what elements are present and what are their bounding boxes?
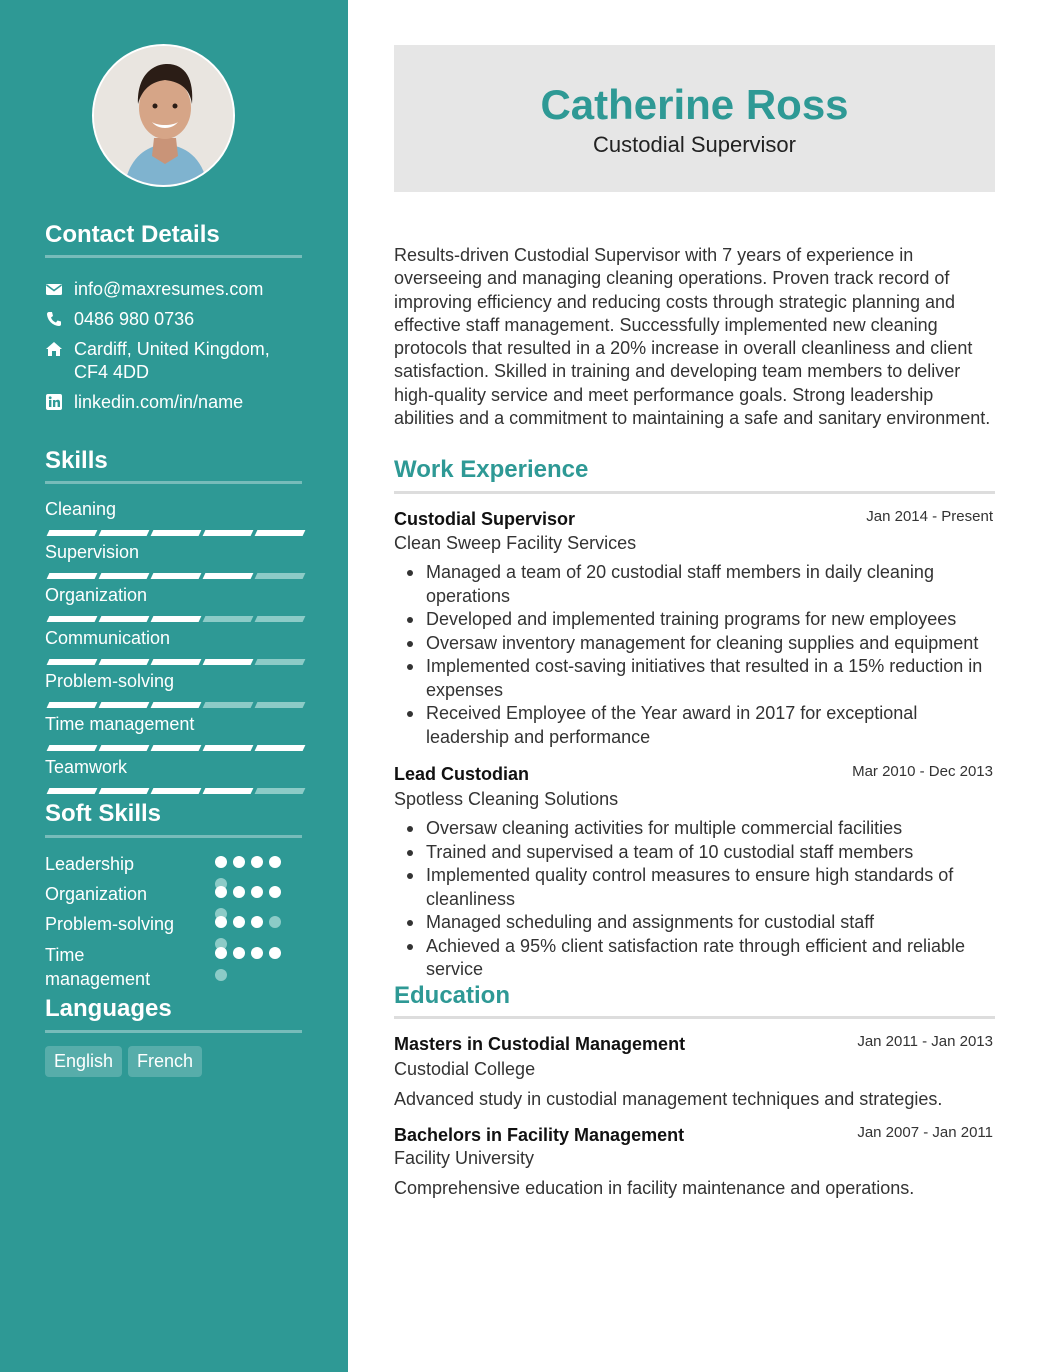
rating-dot-filled [269, 947, 281, 959]
address-line1: Cardiff, United Kingdom, [74, 339, 270, 359]
skill-segment-filled [99, 530, 150, 536]
skill-segment-empty [203, 616, 254, 622]
list-item: Received Employee of the Year award in 2017 for exceptional leadership and performance [394, 702, 994, 749]
linkedin-icon [45, 393, 63, 411]
degree-date: Jan 2011 - Jan 2013 [857, 1033, 993, 1050]
rating-dot-empty [215, 969, 227, 981]
rating-dot-filled [215, 886, 227, 898]
rating-dot-filled [215, 947, 227, 959]
name-header [394, 45, 995, 192]
skill-segment-empty [255, 573, 306, 579]
contact-linkedin[interactable] [45, 391, 243, 414]
skill-segment-filled [203, 788, 254, 794]
skill-level-bar [45, 788, 302, 794]
skill-segment-filled [99, 788, 150, 794]
summary-paragraph: Results-driven Custodial Supervisor with 7 years of experience in overseeing and managing cleaning operations. Proven track record of improving efficiency and reducing costs through strategic planning and effective staff management. Successfully implemented new cleaning protocols that resulted in a 20% increase in overall cleanliness and client satisfaction. Skilled in training and developing team members to deliver high-quality service and meet performance goals. Strong leadership abilities and a commitment to maintaining a safe and sanitary environment. [394, 245, 991, 429]
rating-dot-filled [233, 856, 245, 868]
contact-email[interactable] [45, 278, 263, 301]
skill-segment-filled [203, 573, 254, 579]
work-experience-heading: Work Experience [394, 456, 589, 483]
rating-dot-filled [251, 947, 263, 959]
list-item: Implemented quality control measures to ensure high standards of cleanliness [394, 864, 994, 911]
skill-segment-filled [203, 659, 254, 665]
skill-segment-filled [255, 530, 306, 536]
sidebar [0, 0, 348, 1372]
skill-segment-filled [151, 702, 202, 708]
language-chip-english: English [45, 1046, 122, 1077]
list-item: Oversaw cleaning activities for multiple commercial facilities [394, 817, 994, 841]
skill-label: Time management [45, 714, 195, 734]
skill-segment-filled [151, 659, 202, 665]
skill-segment-filled [203, 530, 254, 536]
job-date: Jan 2014 - Present [866, 508, 993, 525]
rating-dot-filled [215, 916, 227, 928]
skill-label: Organization [45, 585, 148, 605]
soft-skill-label: Leadership [45, 854, 135, 874]
skill-segment-filled [151, 530, 202, 536]
job-bullets [394, 561, 994, 749]
school-name: Facility University [394, 1148, 535, 1168]
job-date: Mar 2010 - Dec 2013 [852, 763, 993, 780]
skill-level-bar [45, 530, 302, 536]
skill-segment-filled [47, 788, 98, 794]
language-chip-french: French [128, 1046, 202, 1077]
job-company: Clean Sweep Facility Services [394, 533, 637, 553]
skill-segment-filled [99, 659, 150, 665]
rating-dot-filled [251, 856, 263, 868]
skill-segment-filled [47, 659, 98, 665]
contact-heading: Contact Details [45, 221, 220, 248]
candidate-name: Catherine Ross [540, 81, 849, 128]
languages-divider [45, 1030, 302, 1033]
skills-heading: Skills [45, 447, 108, 474]
skill-label: Teamwork [45, 757, 128, 777]
soft-skill-label: Organization [45, 884, 148, 904]
skill-segment-filled [47, 745, 98, 751]
skill-segment-empty [255, 788, 306, 794]
skill-label: Supervision [45, 542, 140, 562]
degree-date: Jan 2007 - Jan 2011 [857, 1124, 993, 1141]
envelope-icon [45, 280, 63, 298]
soft-skill-label: Problem-solving [45, 914, 175, 934]
rating-dot-filled [269, 886, 281, 898]
skill-label: Cleaning [45, 499, 117, 519]
contact-divider [45, 255, 302, 258]
skills-divider [45, 481, 302, 484]
skill-segment-filled [151, 573, 202, 579]
rating-dot-filled [233, 916, 245, 928]
linkedin-text: linkedin.com/in/name [74, 392, 244, 412]
job-title: Custodial Supervisor [394, 509, 576, 529]
contact-address [45, 338, 270, 384]
skill-label: Communication [45, 628, 171, 648]
list-item: Implemented cost-saving initiatives that resulted in a 15% reduction in expenses [394, 655, 994, 702]
phone-text: 0486 980 0736 [74, 309, 195, 329]
skill-level-bar [45, 616, 302, 622]
list-item: Managed a team of 20 custodial staff members in daily cleaning operations [394, 561, 994, 608]
list-item: Developed and implemented training programs for new employees [394, 608, 994, 632]
list-item: Trained and supervised a team of 10 custodial staff members [394, 841, 994, 865]
skill-segment-empty [255, 659, 306, 665]
rating-dot-empty [269, 916, 281, 928]
education-divider [394, 1016, 995, 1019]
skill-segment-filled [99, 745, 150, 751]
degree-title: Bachelors in Facility Management [394, 1125, 685, 1145]
rating-dot-filled [233, 947, 245, 959]
skill-segment-filled [99, 573, 150, 579]
skill-segment-filled [151, 788, 202, 794]
skill-segment-filled [99, 702, 150, 708]
email-text: info@maxresumes.com [74, 279, 264, 299]
list-item: Achieved a 95% client satisfaction rate through efficient and reliable service [394, 935, 994, 982]
skill-level-bar [45, 573, 302, 579]
work-experience-divider [394, 491, 995, 494]
degree-description: Advanced study in custodial management techniques and strategies. [394, 1089, 943, 1109]
soft-skill-label: Time management [45, 945, 151, 989]
skill-level-bar [45, 659, 302, 665]
list-item: Oversaw inventory management for cleaning supplies and equipment [394, 632, 994, 656]
skill-segment-filled [47, 702, 98, 708]
degree-title: Masters in Custodial Management [394, 1034, 686, 1054]
degree-description: Comprehensive education in facility maintenance and operations. [394, 1178, 915, 1198]
candidate-role: Custodial Supervisor [593, 132, 796, 157]
education-heading: Education [394, 982, 511, 1009]
skill-level-bar [45, 745, 302, 751]
rating-dot-filled [251, 916, 263, 928]
soft-skills-divider [45, 835, 302, 838]
rating-dot-filled [269, 856, 281, 868]
job-company: Spotless Cleaning Solutions [394, 789, 619, 809]
job-bullets [394, 817, 994, 982]
profile-photo [92, 44, 235, 187]
skill-segment-empty [255, 616, 306, 622]
contact-phone[interactable] [45, 308, 194, 331]
rating-dot-filled [251, 886, 263, 898]
skill-segment-filled [255, 745, 306, 751]
school-name: Custodial College [394, 1059, 536, 1079]
skill-segment-filled [99, 616, 150, 622]
skill-segment-empty [255, 702, 306, 708]
languages-heading: Languages [45, 995, 172, 1022]
skill-level-bar [45, 702, 302, 708]
skill-segment-filled [47, 573, 98, 579]
soft-skills-heading: Soft Skills [45, 800, 162, 827]
skill-segment-empty [203, 702, 254, 708]
skill-segment-filled [47, 530, 98, 536]
job-title: Lead Custodian [394, 764, 530, 784]
skill-segment-filled [151, 616, 202, 622]
rating-dot-filled [233, 886, 245, 898]
skill-segment-filled [203, 745, 254, 751]
skill-segment-filled [47, 616, 98, 622]
home-icon [45, 340, 63, 358]
list-item: Managed scheduling and assignments for custodial staff [394, 911, 994, 935]
address-line2: CF4 4DD [74, 362, 150, 382]
phone-icon [45, 310, 63, 328]
skill-segment-filled [151, 745, 202, 751]
skill-label: Problem-solving [45, 671, 175, 691]
rating-dot-filled [215, 856, 227, 868]
